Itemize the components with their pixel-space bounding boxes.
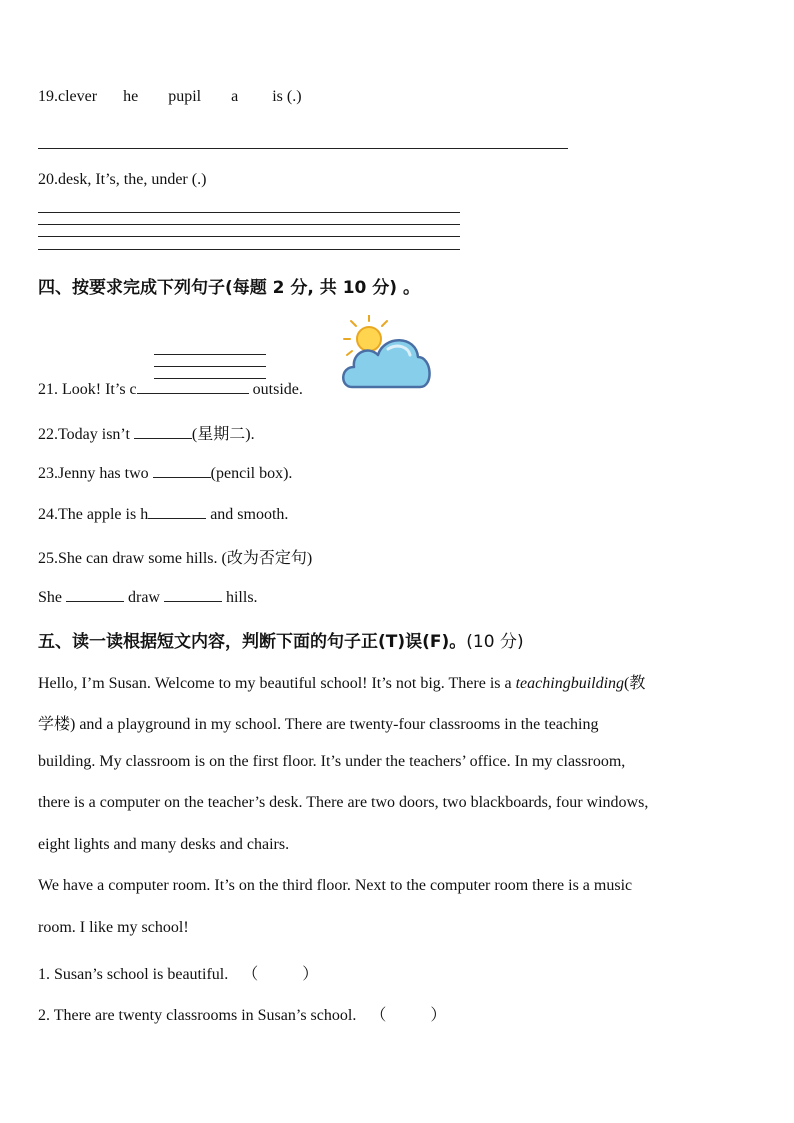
- word-3: pupil: [168, 88, 202, 105]
- blank-22[interactable]: [134, 424, 192, 439]
- q19-number: 19.: [38, 88, 58, 105]
- blank-23[interactable]: [153, 463, 211, 478]
- tf-item-1: [38, 961, 318, 984]
- question-24: [38, 504, 288, 524]
- question-25-answer: [38, 587, 258, 607]
- blank-25-2[interactable]: [164, 587, 222, 602]
- answer-line-20-3[interactable]: [38, 236, 460, 237]
- q25-c: hills.: [221, 589, 258, 606]
- tf-item-2: [38, 1002, 446, 1025]
- q25-b: draw: [124, 589, 164, 606]
- passage-line-6: We have a computer room. It’s on the third floor. Next to the computer room there is a music: [38, 877, 633, 894]
- word-5: is (.): [272, 88, 302, 105]
- question-22: [38, 421, 255, 444]
- q21-before: 21. Look! It’s c: [38, 381, 137, 398]
- q22-before: 22.Today isn’t: [38, 426, 134, 443]
- tf-item-2-text: 2. There are twenty classrooms in Susan’s school.: [38, 1007, 357, 1024]
- q21-after: outside.: [248, 381, 303, 398]
- section-5-title-main: 五、读一读根据短文内容，判断下面的句子正(T)误(F)。: [38, 632, 467, 652]
- passage-line-2: 学楼) and a playground in my school. There are twenty-four classrooms in the teaching: [38, 716, 599, 733]
- q25-a: She: [38, 589, 66, 606]
- section-4-title: 四、按要求完成下列句子(每题 2 分, 共 10 分) 。: [38, 278, 420, 298]
- blank-25-1[interactable]: [66, 587, 124, 602]
- word-4: a: [231, 88, 239, 105]
- answer-line-19[interactable]: [38, 148, 568, 149]
- answer-line-20-2[interactable]: [38, 224, 460, 225]
- passage-l1-italic: teachingbuilding: [515, 675, 625, 692]
- section-5-title: [38, 627, 524, 652]
- tf-item-1-answer[interactable]: （ ）: [242, 966, 319, 983]
- cloud-sun-icon: [338, 315, 434, 398]
- q22-after: (星期二).: [191, 426, 255, 443]
- passage-l1-b: (教: [624, 675, 646, 692]
- passage-line-4: there is a computer on the teacher’s desk. There are two doors, two blackboards, four windows,: [38, 794, 649, 811]
- passage-line-7: room. I like my school!: [38, 919, 189, 936]
- q24-before: 24.The apple is h: [38, 506, 149, 523]
- question-20: 20.desk, It’s, the, under (.): [38, 171, 207, 188]
- tf-item-2-answer[interactable]: （ ）: [370, 1007, 447, 1024]
- passage-line-3: building. My classroom is on the first floor. It’s under the teachers’ office. In my classroom,: [38, 753, 626, 770]
- word-1: clever: [58, 88, 98, 105]
- answer-line-20-4[interactable]: [38, 249, 460, 250]
- passage-line-1: [38, 670, 645, 693]
- word-2: he: [123, 88, 139, 105]
- passage-line-5: eight lights and many desks and chairs.: [38, 836, 290, 853]
- question-19: [38, 88, 302, 106]
- question-21: [38, 379, 303, 399]
- q23-before: 23.Jenny has two: [38, 465, 153, 482]
- question-25: 25.She can draw some hills. (改为否定句): [38, 550, 313, 567]
- writing-line-21-1: [154, 354, 266, 355]
- blank-21[interactable]: [137, 379, 249, 394]
- tf-item-1-text: 1. Susan’s school is beautiful.: [38, 966, 229, 983]
- passage-l1-a: Hello, I’m Susan. Welcome to my beautiful school! It’s not big. There is a: [38, 675, 516, 692]
- writing-line-21-2: [154, 366, 266, 367]
- question-23: [38, 463, 292, 483]
- blank-24[interactable]: [148, 504, 206, 519]
- answer-line-20-1[interactable]: [38, 212, 460, 213]
- q23-after: (pencil box).: [210, 465, 293, 482]
- section-5-points: (10 分): [466, 632, 524, 652]
- q24-after: and smooth.: [206, 506, 289, 523]
